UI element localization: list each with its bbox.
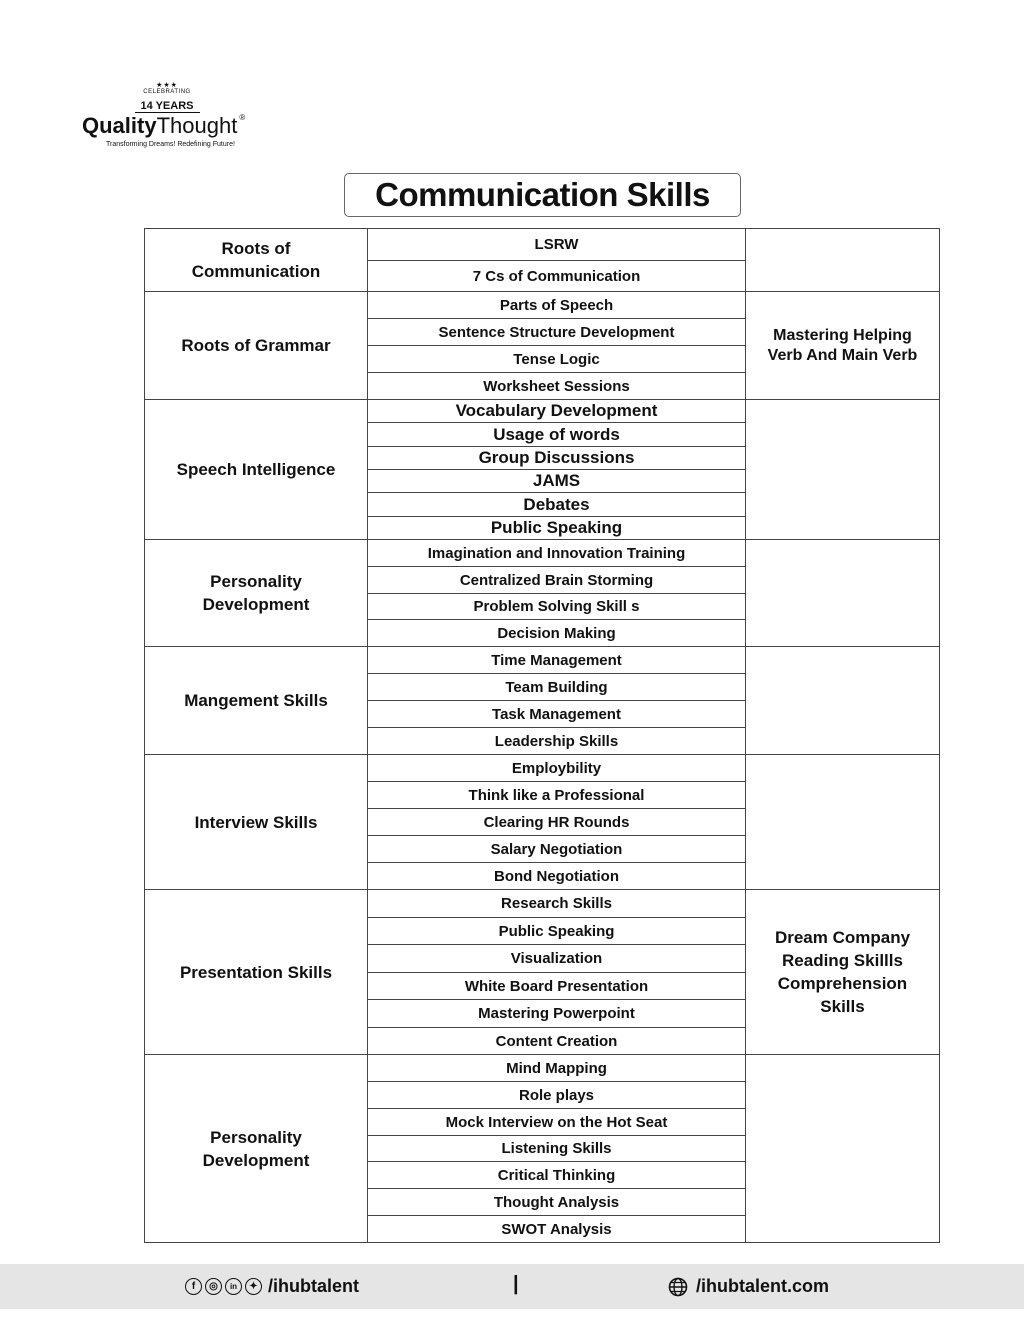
topic-item: LSRW — [367, 228, 746, 261]
registered-mark: ® — [239, 113, 246, 122]
brand-name — [82, 113, 245, 139]
topic-item: Critical Thinking — [367, 1161, 746, 1189]
topic-item: Mock Interview on the Hot Seat — [367, 1108, 746, 1136]
topic-item: Bond Negotiation — [367, 862, 746, 890]
topic-item: Mastering Powerpoint — [367, 999, 746, 1028]
topic-item: Vocabulary Development — [367, 399, 746, 423]
social-links — [185, 1276, 359, 1297]
topic-item: Leadership Skills — [367, 727, 746, 755]
side-empty-cell — [745, 539, 940, 647]
page-title-box — [344, 173, 741, 217]
social-handle[interactable]: /ihubtalent — [268, 1276, 359, 1296]
tagline: Transforming Dreams! Redefining Future! — [106, 141, 235, 148]
side-empty-cell — [745, 646, 940, 755]
side-empty-cell — [745, 1054, 940, 1243]
topic-item: White Board Presentation — [367, 972, 746, 1000]
brand-bold: Quality — [82, 113, 157, 138]
topic-item: Parts of Speech — [367, 291, 746, 319]
topic-item: Centralized Brain Storming — [367, 566, 746, 594]
instagram-icon[interactable]: ◎ — [205, 1278, 222, 1295]
section-label: Personality Development — [144, 539, 368, 647]
topic-item: Clearing HR Rounds — [367, 808, 746, 836]
topic-item: Listening Skills — [367, 1135, 746, 1162]
topic-item: Tense Logic — [367, 345, 746, 373]
topic-item: Employbility — [367, 754, 746, 782]
section-label: Speech Intelligence — [144, 399, 368, 540]
years-text: 14 YEARS — [135, 100, 200, 113]
twitter-icon[interactable]: ✦ — [245, 1278, 262, 1295]
topic-item: Research Skills — [367, 889, 746, 918]
topic-item: 7 Cs of Communication — [367, 260, 746, 292]
topic-item: Mind Mapping — [367, 1054, 746, 1082]
topic-item: Thought Analysis — [367, 1188, 746, 1216]
topic-item: Public Speaking — [367, 917, 746, 945]
topic-item: Public Speaking — [367, 516, 746, 540]
website-text: /ihubtalent.com — [696, 1276, 830, 1296]
section-label: Roots of Communication — [144, 228, 368, 292]
website-link[interactable] — [668, 1276, 829, 1297]
linkedin-icon[interactable]: in — [225, 1278, 242, 1295]
footer-separator: | — [513, 1273, 519, 1295]
topic-item: Decision Making — [367, 619, 746, 647]
topic-item: Task Management — [367, 700, 746, 728]
quality-thought-logo — [80, 80, 270, 155]
topic-item: Salary Negotiation — [367, 835, 746, 863]
topic-item: Group Discussions — [367, 446, 746, 470]
globe-icon — [668, 1277, 688, 1297]
section-label: Personality Development — [144, 1054, 368, 1243]
topic-item: JAMS — [367, 469, 746, 493]
topic-item: Imagination and Innovation Training — [367, 539, 746, 567]
side-empty-cell — [745, 399, 940, 540]
celebrating-badge — [132, 82, 202, 114]
side-empty-cell — [745, 754, 940, 890]
celebrating-text: CELEBRATING — [143, 89, 191, 95]
topic-item: Content Creation — [367, 1027, 746, 1055]
side-note: Mastering Helping Verb And Main Verb — [745, 291, 940, 400]
section-label: Roots of Grammar — [144, 291, 368, 400]
topic-item: Think like a Professional — [367, 781, 746, 809]
stars-icon: ★★★ — [156, 82, 178, 89]
topic-item: SWOT Analysis — [367, 1215, 746, 1243]
footer-bar — [0, 1264, 1024, 1309]
brand-light: Thought — [156, 113, 238, 138]
side-empty-cell — [745, 228, 940, 292]
topic-item: Debates — [367, 492, 746, 517]
section-label: Mangement Skills — [144, 646, 368, 755]
topic-item: Time Management — [367, 646, 746, 674]
topic-item: Problem Solving Skill s — [367, 593, 746, 620]
page-title: Communication Skills — [375, 176, 710, 213]
topic-item: Sentence Structure Development — [367, 318, 746, 346]
topic-item: Usage of words — [367, 422, 746, 447]
topic-item: Role plays — [367, 1081, 746, 1109]
side-note: Dream Company Reading Skillls Comprehension Skills — [745, 889, 940, 1055]
section-label: Presentation Skills — [144, 889, 368, 1055]
section-label: Interview Skills — [144, 754, 368, 890]
topic-item: Worksheet Sessions — [367, 372, 746, 400]
facebook-icon[interactable]: f — [185, 1278, 202, 1295]
topic-item: Visualization — [367, 944, 746, 973]
topic-item: Team Building — [367, 673, 746, 701]
